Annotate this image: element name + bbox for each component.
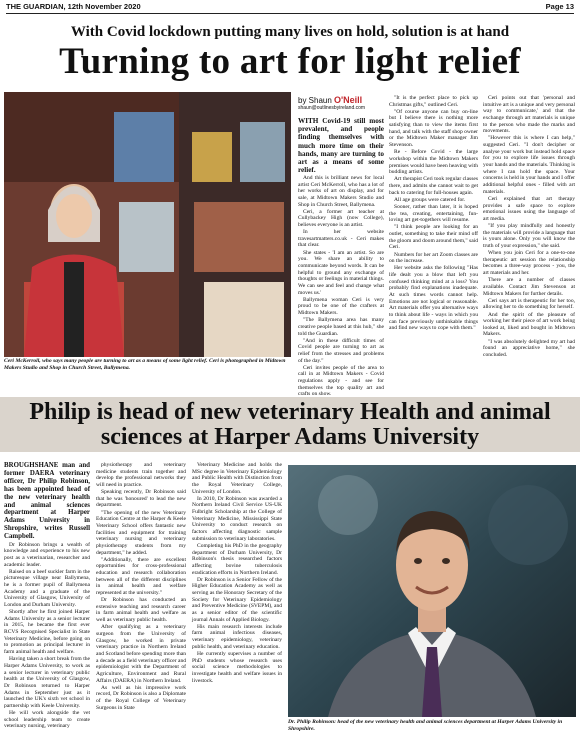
paragraph: When you join Ceri for a one-to-one therapeutic art session the relationship becomes a three-way process - you, the art materials and her. (483, 250, 575, 277)
paragraph: His main research interests include farm animal infectious diseases, veterinary epidemiology, veterinary public health, and veterinary education. (192, 623, 282, 650)
article2-headline: Philip is head of new veterinary Health and animal sciences at Harper Adams University (29, 399, 551, 450)
header-rule (6, 13, 574, 14)
paragraph: "Additionally, there are excellent opportunities for cross-professional education and research collaboration between all of the different disciplines in animal health and welfare represented at the university." (96, 556, 186, 596)
paragraph: Sooner, rather than later, it is hoped the tea, creating, entertaining, fun-loving art get-togethers will resume. (389, 204, 478, 224)
byline-prefix: by Shaun (298, 96, 335, 105)
paragraph: There are a number of classes available. Contact Jim Stevenson at Midtown Makers for further details. (483, 277, 575, 297)
byline-surname: O'Neill (334, 95, 363, 105)
paragraph: Re - Before Covid - the large workshop within the Midtown Makers premises would have been heaving with budding artists. (389, 149, 478, 176)
paragraph: Dr Robinson is a Senior Fellow of the Higher Education Academy as well as serving as the Honorary Secretary of the Society for Veterinary Epidemiology and Preventive Medicine (SVEPM), and as a senior editor of the scientific journal Annals of Applied Biology. (192, 576, 282, 623)
artist-in-shop-image (4, 92, 291, 357)
paragraph: "I was absolutely delighted my art had found an appreciative home," she concluded. (483, 338, 575, 358)
paragraph: Completing his PhD in the geography department of Durham University, Dr Robinson's thesis researched factors affecting bovine tuberculosis eradication efforts in Northern Ireland. (192, 542, 282, 576)
paragraph: He will work alongside the vet school leadership team to create veterinary nursing, veterinary (4, 709, 90, 730)
paragraph: Ballymena woman Ceri is very proud to be one of the crafters at Midtown Makers. (298, 296, 384, 317)
paragraph: She states - 'I am an artist. So are you. We share an ability to communicate beyond words. It can be helpful to ground any exchange of thoughts or feelings in material things. We can see and feel and change what moves us.' (298, 249, 384, 296)
paragraph: All age groups were catered for. (394, 196, 466, 203)
newspaper-date: THE GUARDIAN, 12th November 2020 (6, 2, 141, 11)
paragraph: In her website travesartmatters.co.uk - Ceri makes that clear. (298, 229, 384, 249)
paragraph: Ceri invites people of the area to call in at Midtown Makers - Covid regulations apply - and see for themselves the top quality art and crafts on show. (298, 364, 384, 398)
paragraph: "I think people are looking for an outlet, something to take their mind off the gloom and doom around them," said Ceri. (389, 224, 478, 251)
paragraph: Ceri says art is therapeutic for her too, allowing her to do something for herself. (483, 297, 575, 311)
paragraph: Speaking recently, Dr Robinson said that he was 'honoured' to lead the new department. (96, 489, 186, 509)
paragraph: Dr Robinson brings a wealth of knowledge and experience to his new post as a veterinarian, researcher and academic leader. (4, 541, 90, 568)
paragraph: "It is the perfect place to pick up Christmas gifts," outlined Ceri. (389, 95, 478, 108)
page-number: Page 13 (545, 2, 574, 11)
article2-photo (288, 465, 576, 717)
paragraph: Art therapist Ceri took regular classes there, and admits she cannot wait to get back to catering for full-houses again. (389, 176, 478, 196)
article1-kicker: With Covid lockdown putting many lives on hold, solution is at hand (70, 24, 510, 40)
paragraph: He currently supervises a number of PhD students whose research uses social science methodologies to investigate health and welfare issues in livestock. (192, 650, 282, 684)
paragraph: Ceri, a former art teacher at Cullybackey High (now College), believes everyone is an artist. (298, 208, 384, 229)
portrait-image (288, 465, 576, 717)
paragraph: Ceri points out that 'personal and intuitive art is a unique and very personal way to communicate,' and that the exchange through art materials is unique to the person who made the marks and movements. (483, 95, 575, 135)
paragraph: In 2010, Dr Robinson was awarded a Northern Ireland Civil Service US-UK Fulbright Scholarship at the College of Veterinary Medicine, Mississippi State University to conduct research on factors affecting diagnostic sample submission to veterinary laboratories. (192, 495, 282, 542)
byline (298, 95, 365, 111)
article2-column-1 (4, 462, 90, 730)
article2-lead: BROUGHSHANE man and former DAERA veterinary officer, Dr Philip Robinson, has been appointed head of the new veterinary health and animal sciences department at Harper Adams University in Shropshire, writes Russell Campbell. (4, 462, 90, 541)
article1-photo (4, 92, 291, 357)
paragraph: Dr Robinson has conducted an extensive teaching and research career in farm animal health and welfare as well as veterinary public health. (96, 597, 186, 624)
paragraph: "If you play mindfully and honestly the materials will provide a language that is yours alone. Only you will know the truth of your expression," she said. (483, 222, 575, 249)
paragraph: "Of course anyone can buy on-line but I believe there is nothing more satisfying than to view the items first hand, and talk with the staff shop owner or the Midtown Maker manager Jim Stevenson. (389, 108, 478, 149)
article2-column-2 (96, 462, 186, 712)
paragraph: "And in these difficult times of Covid people are turning to art as relief from the stresses and problems of the day." (298, 337, 384, 364)
article1-caption: Ceri McKerroll, who says many people are turning to art as a means of some light relief. Ceri is photographed in Midtown Makers Studio and Shop in Church Street, Ballymena. (4, 358, 286, 371)
article2-caption: Dr. Philip Robinson: head of the new veterinary health and animal sciences department at Harper Adams University in Shropshire. (288, 719, 563, 732)
paragraph: As well as his impressive work record, Dr Robinson is also a Diplomate of the Royal College of Veterinary Surgeons in State (96, 684, 186, 711)
paragraph: Ceri explained that art therapy provides a safe space to explore emotional issues using the language of art media. (483, 195, 575, 222)
paragraph: physiotherapy and veterinary medicine students train together and develop the professional networks they will need in practice. (96, 462, 186, 488)
paragraph: "The Ballymena area has many creative people based at this hub," she told the Guardian. (298, 317, 384, 337)
paragraph: Shortly after he first joined Harper Adams University as a senior lecturer in 2015, he became the first ever RCVS Recognised Specialist in State Veterinary Medicine, before going on to promotion as principal lecturer in farm animal health and welfare. (4, 609, 90, 656)
paragraph: Raised on a beef suckler farm in the picturesque village near Ballymena, he is a former pupil of Ballymena Academy and a graduate of the University of Glasgow, University of London and Durham University. (4, 568, 90, 608)
paragraph: Veterinary Medicine and holds the MSc degree in Veterinary Epidemiology and Public Health with Distinction from the Royal Veterinary College, University of London. (192, 462, 282, 495)
paragraph: "The opening of the new Veterinary Education Centre at the Harper & Keele Veterinary School offers fantastic new facilities and equipment for training veterinary nursing and veterinary physiotherapy students from my department," he added. (96, 509, 186, 556)
article1-column-2 (389, 95, 478, 332)
article1-lead: WITH Covid-19 still most prevalent, and people finding themselves with much more time on their hands, many are turning to art as a means of some relief. (298, 117, 384, 175)
paragraph: Numbers for her art Zoom classes are on the increase. (389, 251, 478, 265)
paragraph: And the spirit of the pleasure of working her their piece of art work being looked at, liked and bought in Midtown Makers. (483, 311, 575, 338)
byline-email: shaun@outlinesbyireland.com (298, 105, 366, 111)
paragraph: Having taken a short break from the Harper Adams University, to work as a senior lecturer in veterinary public health at the University of Glasgow, Dr Robinson returned to Harper Adams in September just as it launched the UK's sixth vet school in partnership with Keele University. (4, 656, 90, 709)
article1-column-1 (298, 117, 384, 399)
paragraph: "However this is where I can help," suggested Ceri. "I don't decipher or analyse your work but instead hold space for you to explore life issues through your hands and the materials. Thinking is where I can hold the space. Your concerns is held in your hands and I offer additional helpful ones - filled with art materials. (483, 135, 576, 195)
paragraph: Her website asks the following "Has life dealt you a blow that left you confused thinking mind at a loss? You probably find explanations inadequate. At such times words cannot help. Emotions are not logical or reasonable. Art materials offer you alternative ways to think about life - ways in which you can face previously unthinkable things and find new ways to cope with them." (389, 265, 478, 332)
article1-headline: Turning to art for light relief (59, 41, 521, 82)
paragraph: After qualifying as a veterinary surgeon from the University of Glasgow, he worked in private veterinary practice in Northern Ireland and Scotland before spending more than a decade as a field veterinary officer and epidemiologist with the Department of Agriculture, Environment and Rural Affairs (DAERA) in Northern Ireland. (96, 624, 186, 684)
paragraph: And this is brilliant news for local artist Ceri McKerroll, who has a lot of her works of art on display, and for sale, at Midtown Makers Studio and Shop in Church Street, Ballymena. (298, 174, 384, 208)
article2-column-3 (192, 462, 282, 685)
article1-column-3 (483, 95, 575, 359)
